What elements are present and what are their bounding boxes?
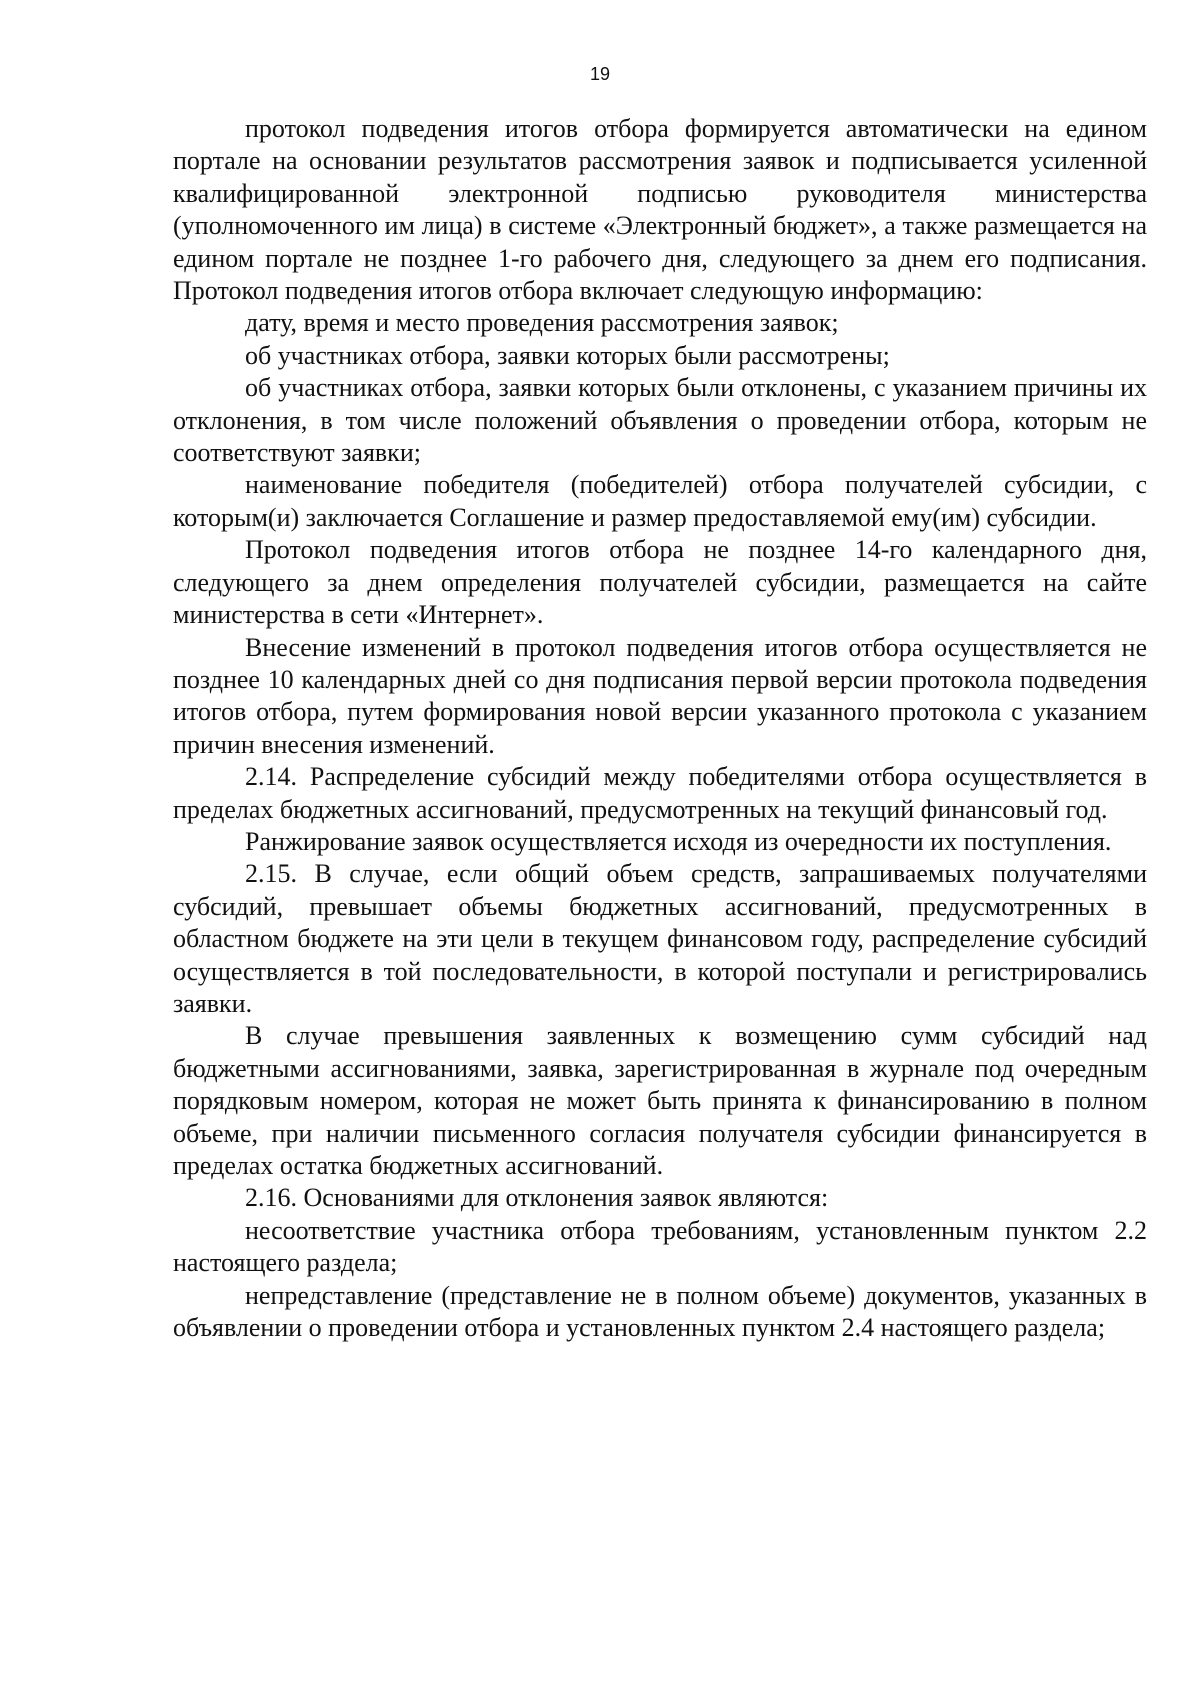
- paragraph: протокол подведения итогов отбора формируется автоматически на едином портале на основании результатов рассмотрения заявок и подписывается усиленной квалифицированной электронной подписью руководителя министерства (уполномоченного им лица) в системе «Электронный бюджет», а также размещается на едином портале не позднее 1-го рабочего дня, следующего за днем его подписания. Протокол подведения итогов отбора включает следующую информацию:: [173, 114, 1147, 306]
- paragraph: В случае превышения заявленных к возмещению сумм субсидий над бюджетными ассигнованиями, заявка, зарегистрированная в журнале под очередным порядковым номером, которая не может быть принята к финансированию в полном объеме, при наличии письменного согласия получателя субсидии финансируется в пределах остатка бюджетных ассигнований.: [173, 1021, 1147, 1180]
- paragraph: непредставление (представление не в полном объеме) документов, указанных в объявлении о проведении отбора и установленных пунктом 2.4 настоящего раздела;: [173, 1280, 1147, 1343]
- paragraph: несоответствие участника отбора требованиям, установленным пунктом 2.2 настоящего раздела;: [173, 1215, 1147, 1278]
- paragraph: Ранжирование заявок осуществляется исходя из очередности их поступления.: [245, 826, 1112, 856]
- paragraph: дату, время и место проведения рассмотрения заявок;: [245, 308, 839, 338]
- page-number: 19: [589, 64, 611, 84]
- paragraph: 2.15. В случае, если общий объем средств, запрашиваемых получателями субсидий, превышает объемы бюджетных ассигнований, предусмотренных в областном бюджете на эти цели в текущем финансовом году, распределение субсидий осуществляется в той последовательности, в которой поступали и регистрировались заявки.: [173, 859, 1147, 1018]
- paragraph: 2.14. Распределение субсидий между победителями отбора осуществляется в пределах бюджетных ассигнований, предусмотренных на текущий финансовый год.: [173, 762, 1147, 824]
- paragraph: об участниках отбора, заявки которых были рассмотрены;: [245, 340, 890, 370]
- paragraph: Внесение изменений в протокол подведения итогов отбора осуществляется не позднее 10 календарных дней со дня подписания первой версии протокола подведения итогов отбора, путем формирования новой версии указанного протокола с указанием причин внесения изменений.: [173, 632, 1147, 759]
- paragraph: об участниках отбора, заявки которых были отклонены, с указанием причины их отклонения, в том числе положений объявления о проведении отбора, которым не соответствуют заявки;: [173, 373, 1147, 468]
- paragraph: Протокол подведения итогов отбора не позднее 14-го календарного дня, следующего за днем определения получателей субсидии, размещается на сайте министерства в сети «Интернет».: [173, 535, 1147, 630]
- document-body: [173, 113, 1147, 1344]
- paragraph: наименование победителя (победителей) отбора получателей субсидии, с которым(и) заключается Соглашение и размер предоставляемой ему(им) субсидии.: [173, 470, 1147, 532]
- paragraph: 2.16. Основаниями для отклонения заявок являются:: [245, 1183, 829, 1213]
